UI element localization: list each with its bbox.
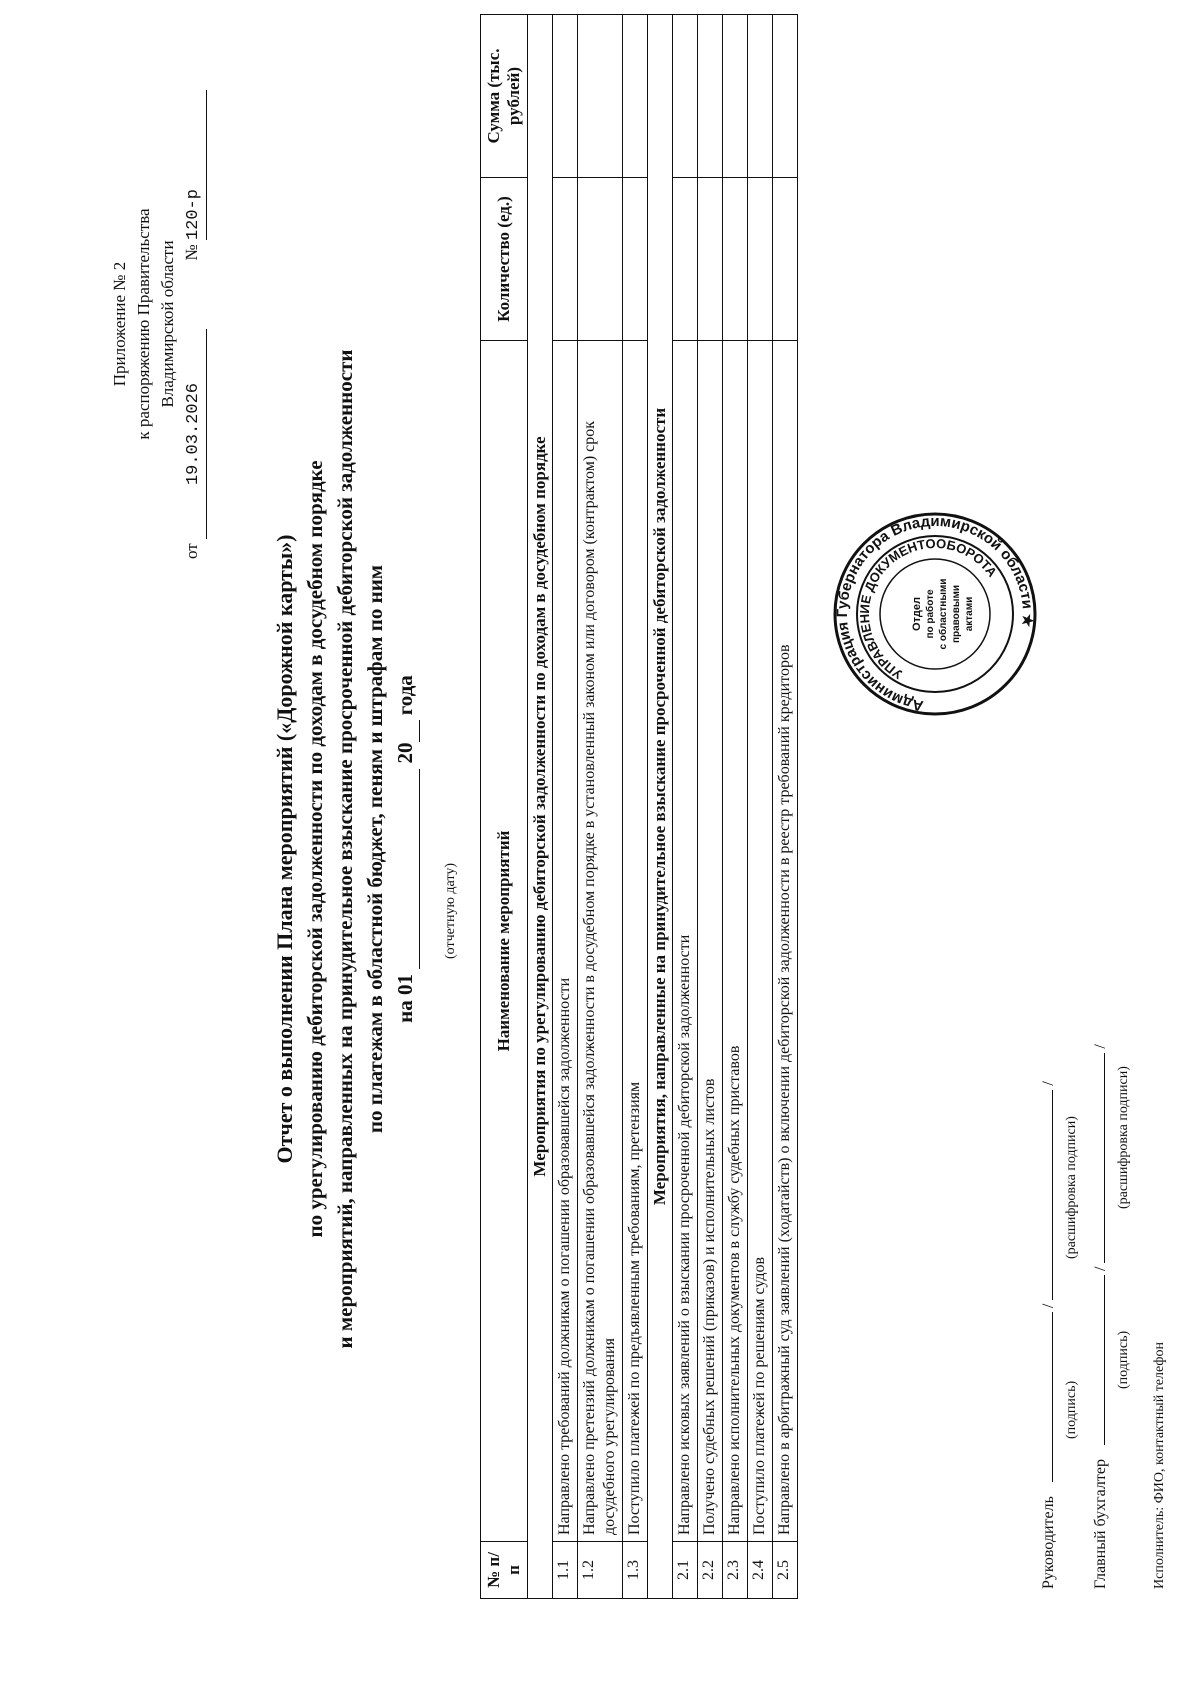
date-on-label: на 01 <box>393 973 417 1023</box>
svg-text:по работе: по работе <box>925 589 936 639</box>
row-qty-cell <box>748 178 773 341</box>
table-row <box>748 15 773 1599</box>
svg-text:Отдел: Отдел <box>911 597 923 631</box>
number-prefix: № <box>182 244 201 261</box>
row-qty-cell <box>673 178 698 341</box>
title-line-1: Отчет о выполнении Плана мероприятий («Дорожной карты») <box>272 534 297 1164</box>
section-1-title: Мероприятия по урегулированию дебиторской задолженности по доходам в досудебном порядке <box>528 15 553 1599</box>
row-sum-cell <box>698 15 723 178</box>
row-sum-cell <box>673 15 698 178</box>
year-suffix: года <box>393 675 417 716</box>
row-num: 2.1 <box>673 1542 698 1599</box>
table-row <box>723 15 748 1599</box>
title-line-3: и мероприятий, направленных на принудительное взыскание просроченной дебиторской задолженности <box>333 349 357 1349</box>
title-line-2: по урегулированию дебиторской задолженности по доходам в досудебном порядке <box>303 460 327 1238</box>
accountant-decode-caption: (расшифровка подписи) <box>1116 1066 1131 1209</box>
row-qty-cell <box>553 178 578 341</box>
head-label: Руководитель <box>1040 1496 1057 1589</box>
header-qty: Количество (ед.) <box>481 178 528 341</box>
row-sum-cell <box>723 15 748 178</box>
appendix-number: 120-р <box>182 90 207 240</box>
accountant-decode-line <box>1104 1053 1105 1263</box>
row-num: 2.4 <box>748 1542 773 1599</box>
row-num: 1.3 <box>623 1542 648 1599</box>
row-qty-cell <box>623 178 648 341</box>
appendix-date: 19.03.2026 <box>182 329 207 539</box>
accountant-signature-line <box>1104 1275 1105 1445</box>
appendix-reference: к распоряжению Правительства <box>134 208 153 440</box>
row-qty-cell <box>578 178 623 341</box>
table-row <box>698 15 723 1599</box>
title-line-4: по платежам в областной бюджет, пеням и штрафам по ним <box>363 564 387 1134</box>
svg-text:правовыми: правовыми <box>951 584 962 644</box>
date-blank <box>419 769 420 969</box>
row-name: Получено судебных решений (приказов) и исполнительных листов <box>698 341 723 1542</box>
appendix-title: Приложение № 2 <box>110 261 129 387</box>
row-name: Направлено требований должникам о погашении образовавшейся задолженности <box>553 341 578 1542</box>
accountant-signature-row <box>1092 1044 1110 1589</box>
row-sum-cell <box>578 15 623 178</box>
appendix-header <box>108 89 207 559</box>
row-num: 1.1 <box>553 1542 578 1599</box>
slash: / <box>1040 1303 1057 1309</box>
table-row <box>773 15 798 1599</box>
row-num: 1.2 <box>578 1542 623 1599</box>
row-num: 2.5 <box>773 1542 798 1599</box>
report-title <box>270 119 420 1579</box>
appendix-region: Владимирской области <box>158 240 177 408</box>
table-row <box>578 15 623 1599</box>
row-qty-cell <box>773 178 798 341</box>
row-sum-cell <box>553 15 578 178</box>
table-row <box>623 15 648 1599</box>
accountant-label: Главный бухгалтер <box>1092 1459 1109 1589</box>
report-date-line <box>390 119 420 1579</box>
row-num: 2.3 <box>723 1542 748 1599</box>
year-prefix: 20 <box>393 742 417 764</box>
appendix-date-number-line <box>180 89 207 559</box>
row-qty-cell <box>723 178 748 341</box>
header-name: Наименование мероприятий <box>481 341 528 1542</box>
svg-text:с областными: с областными <box>938 578 949 650</box>
table-row <box>553 15 578 1599</box>
head-decode-caption: (расшифровка подписи) <box>1064 1116 1079 1259</box>
official-seal-icon <box>830 509 1040 719</box>
slash: / <box>1040 1081 1057 1086</box>
row-sum-cell <box>623 15 648 178</box>
section-row <box>648 15 673 1599</box>
slash: / <box>1092 1266 1109 1272</box>
table-header-row <box>481 15 528 1599</box>
row-sum-cell <box>773 15 798 178</box>
date-caption: (отчетную дату) <box>443 863 458 959</box>
row-name: Направлено исполнительных документов в службу судебных приставов <box>723 341 748 1542</box>
head-decode-line <box>1052 1090 1053 1300</box>
accountant-signature-caption: (подпись) <box>1116 1330 1131 1389</box>
head-signature-row <box>1040 1081 1058 1589</box>
section-row <box>528 15 553 1599</box>
table-row <box>673 15 698 1599</box>
report-table <box>480 14 798 1599</box>
header-sum: Сумма (тыс. рублей) <box>481 15 528 178</box>
head-signature-line <box>1052 1312 1053 1482</box>
row-qty-cell <box>698 178 723 341</box>
year-blank <box>419 720 420 742</box>
svg-text:УПРАВЛЕНИЕ ДОКУМЕНТООБОРОТА: УПРАВЛЕНИЕ ДОКУМЕНТООБОРОТА <box>856 535 1001 683</box>
row-name: Направлено в арбитражный суд заявлений (ходатайств) о включении дебиторской задолженности в реестр требований кредиторов <box>773 341 798 1542</box>
row-name: Направлено претензий должникам о погашении образовавшейся задолженности в досудебном порядке в установленный законом или договором (контрактом) срок досудебного урегулирования <box>578 341 623 1542</box>
head-signature-caption: (подпись) <box>1064 1380 1079 1439</box>
date-prefix: от <box>182 543 201 559</box>
svg-text:Администрация Губернатора Влад: Администрация Губернатора Владимирской области ★ <box>833 512 1037 715</box>
svg-text:актами: актами <box>964 596 975 632</box>
slash: / <box>1092 1044 1109 1049</box>
section-2-title: Мероприятия, направленные на принудительное взыскание просроченной дебиторской задолженности <box>648 15 673 1599</box>
row-name: Поступило платежей по решениям судов <box>748 341 773 1542</box>
row-name: Направлено исковых заявлений о взыскании просроченной дебиторской задолженности <box>673 341 698 1542</box>
row-num: 2.2 <box>698 1542 723 1599</box>
row-sum-cell <box>748 15 773 178</box>
header-num: № п/п <box>481 1542 528 1599</box>
executor-line: Исполнитель: ФИО, контактный телефон <box>1152 1342 1167 1589</box>
row-name: Поступило платежей по предъявленным требованиям, претензиям <box>623 341 648 1542</box>
